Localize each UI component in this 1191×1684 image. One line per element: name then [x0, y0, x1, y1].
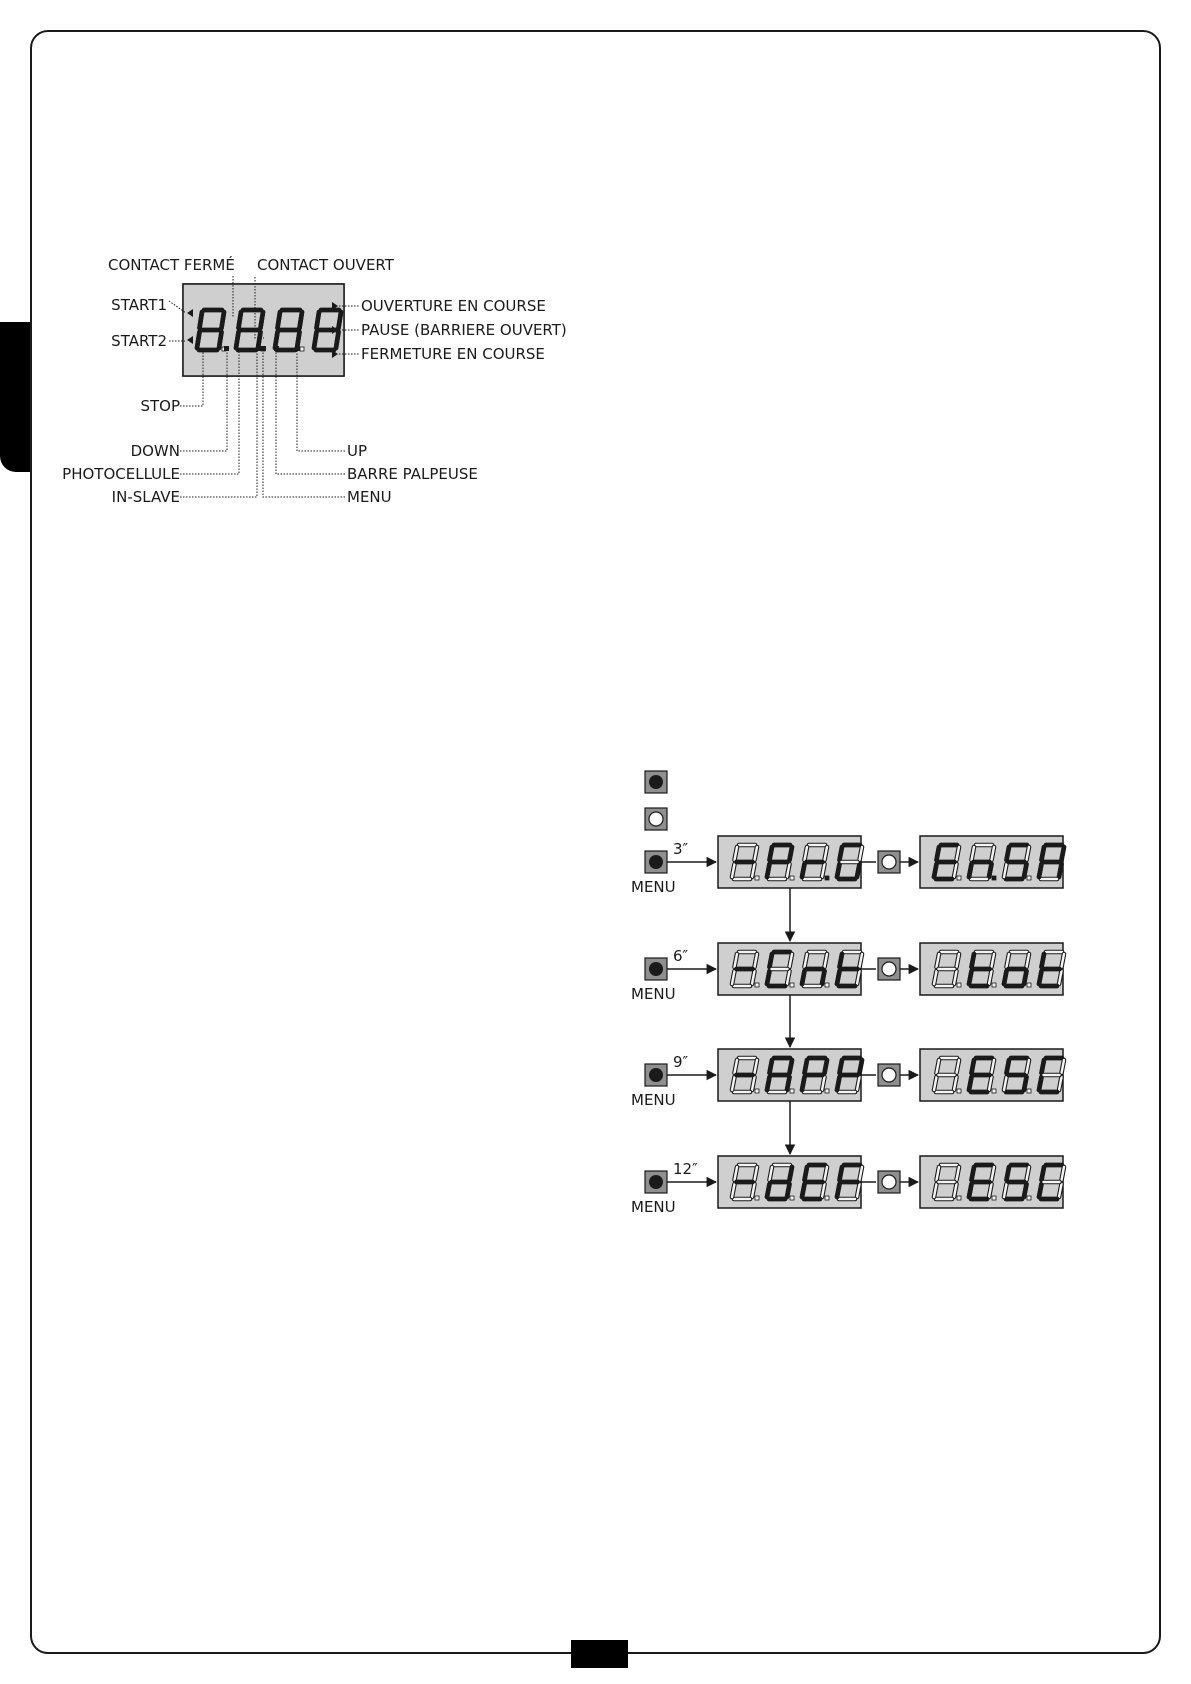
status-display-diagram [62, 255, 567, 506]
result-display-dot [992, 1089, 996, 1093]
menu-display-dot [755, 983, 759, 987]
menu-display-dot [790, 983, 794, 987]
menu-display-dot [790, 1089, 794, 1093]
released-dot-icon [882, 1068, 896, 1082]
menu-button-label: MENU [631, 985, 676, 1003]
in-slave-led [256, 346, 261, 351]
menu-display [718, 1156, 862, 1208]
result-display-dot [992, 876, 996, 880]
menu-row [631, 943, 1064, 1047]
result-display-dot [957, 983, 961, 987]
status-display-dot [300, 347, 304, 351]
result-display-dot [957, 1196, 961, 1200]
contact-closed-label: CONTACT FERMÉ [108, 256, 235, 274]
menu-display-dot [755, 1196, 759, 1200]
menu-button-label: MENU [631, 1091, 676, 1109]
stop-label: STOP [140, 397, 180, 415]
result-display [920, 836, 1064, 888]
hold-time-label: 9″ [673, 1053, 689, 1071]
menu-row [631, 1049, 1064, 1154]
result-display [920, 943, 1064, 995]
pressed-dot-icon [649, 962, 663, 976]
result-display-dot [1027, 1089, 1031, 1093]
menu-display-dot [790, 876, 794, 880]
menu-label: MENU [347, 488, 392, 506]
result-display-dot [1027, 1196, 1031, 1200]
in-slave-label: IN-SLAVE [111, 488, 180, 506]
up-label: UP [347, 442, 368, 460]
result-display-dot [957, 1089, 961, 1093]
result-display [920, 1156, 1064, 1208]
result-display-dot [992, 983, 996, 987]
menu-display [718, 836, 862, 888]
pressed-dot-icon [649, 1068, 663, 1082]
menu-button-label: MENU [631, 1198, 676, 1216]
result-display [920, 1049, 1064, 1101]
closing-label: FERMETURE EN COURSE [361, 345, 545, 363]
down-label: DOWN [130, 442, 180, 460]
opening-label: OUVERTURE EN COURSE [361, 297, 546, 315]
start2-label: START2 [111, 332, 167, 350]
released-dot-icon [882, 855, 896, 869]
menu-display-dot [790, 1196, 794, 1200]
menu-row [631, 836, 1064, 941]
hold-time-label: 12″ [673, 1160, 698, 1178]
result-display-dot [992, 1196, 996, 1200]
menu-display-dot [755, 1089, 759, 1093]
pressed-dot-icon [649, 775, 663, 789]
released-dot-icon [882, 962, 896, 976]
released-dot-icon [649, 812, 663, 826]
result-display-dot [1027, 983, 1031, 987]
photocell-led [224, 346, 229, 351]
pressed-dot-icon [649, 855, 663, 869]
result-display-dot [957, 876, 961, 880]
menu-led [261, 346, 266, 351]
hold-time-label: 6″ [673, 947, 689, 965]
contact-open-label: CONTACT OUVERT [257, 256, 394, 274]
hold-time-label: 3″ [673, 840, 689, 858]
menu-display [718, 1049, 862, 1101]
result-display-dot [1027, 876, 1031, 880]
menu-display [718, 943, 862, 995]
photocell-label: PHOTOCELLULE [62, 465, 180, 483]
button-legend [645, 771, 667, 830]
menu-row [631, 1156, 1064, 1216]
menu-button-label: MENU [631, 878, 676, 896]
menu-flow [631, 836, 1064, 1216]
menu-display-dot [825, 983, 829, 987]
released-dot-icon [882, 1175, 896, 1189]
pause-label: PAUSE (BARRIERE OUVERT) [361, 321, 567, 339]
menu-display-dot [825, 1089, 829, 1093]
start1-label: START1 [111, 296, 167, 314]
menu-display-dot [825, 876, 829, 880]
menu-display-dot [755, 876, 759, 880]
up-led [295, 346, 300, 351]
safety-edge-led [274, 346, 279, 351]
pressed-dot-icon [649, 1175, 663, 1189]
menu-display-dot [825, 1196, 829, 1200]
safety-edge-label: BARRE PALPEUSE [347, 465, 478, 483]
